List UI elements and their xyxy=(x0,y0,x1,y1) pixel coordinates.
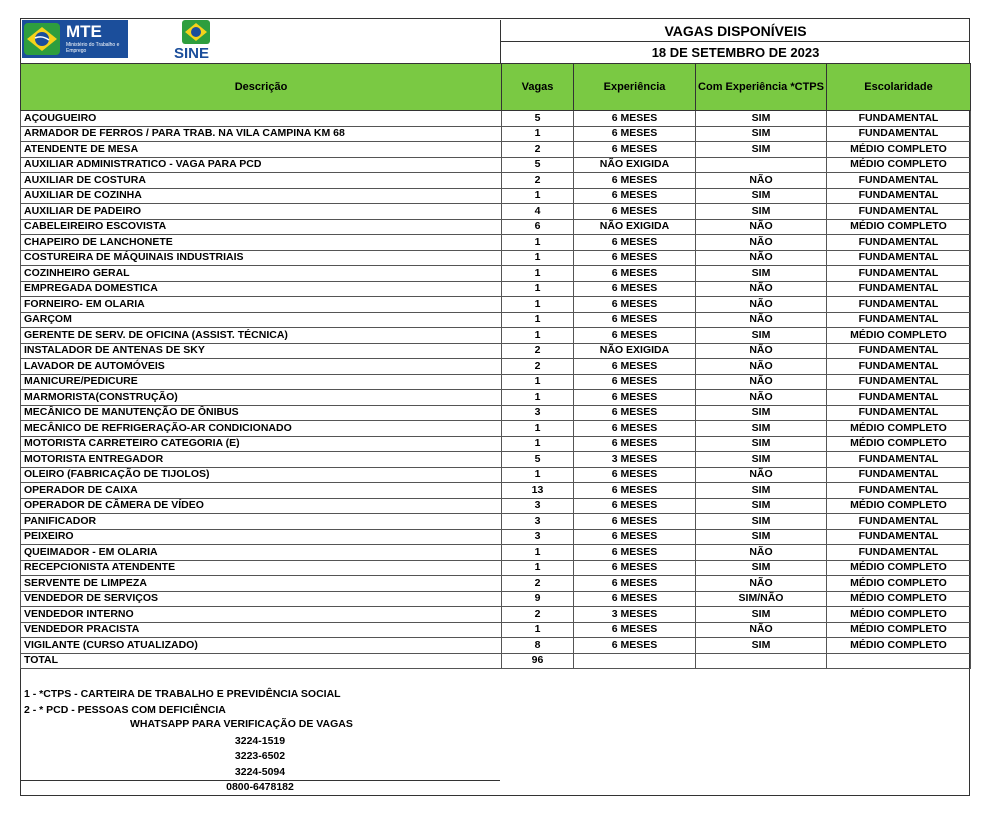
descricao-cell: RECEPCIONISTA ATENDENTE xyxy=(21,560,502,576)
descricao-cell: AÇOUGUEIRO xyxy=(21,111,502,127)
descricao-cell: MOTORISTA CARRETEIRO CATEGORIA (E) xyxy=(21,436,502,452)
descricao-cell: VIGILANTE (CURSO ATUALIZADO) xyxy=(21,638,502,654)
table-row xyxy=(21,498,971,514)
descricao-cell: MECÂNICO DE MANUTENÇÃO DE ÔNIBUS xyxy=(21,405,502,421)
descricao-cell: MOTORISTA ENTREGADOR xyxy=(21,452,502,468)
ctps-cell: SIM xyxy=(696,142,827,158)
table-row xyxy=(21,467,971,483)
descricao-cell: AUXILIAR ADMINISTRATICO - VAGA PARA PCD xyxy=(21,157,502,173)
ctps-cell: SIM xyxy=(696,436,827,452)
ctps-cell: NÃO xyxy=(696,374,827,390)
vagas-cell: 8 xyxy=(502,638,574,654)
vagas-cell: 2 xyxy=(502,576,574,592)
experiencia-cell: 6 MESES xyxy=(574,560,696,576)
experiencia-cell: 6 MESES xyxy=(574,111,696,127)
experiencia-cell: 6 MESES xyxy=(574,436,696,452)
escolaridade-cell: FUNDAMENTAL xyxy=(827,359,971,375)
descricao-cell: AUXILIAR DE PADEIRO xyxy=(21,204,502,220)
phone-number: 3224-5094 xyxy=(234,766,286,778)
vagas-cell: 3 xyxy=(502,405,574,421)
ctps-cell: NÃO xyxy=(696,390,827,406)
table-row xyxy=(21,219,971,235)
experiencia-cell: 6 MESES xyxy=(574,328,696,344)
experiencia-cell: 6 MESES xyxy=(574,312,696,328)
table-row xyxy=(21,126,971,142)
descricao-cell: EMPREGADA DOMESTICA xyxy=(21,281,502,297)
descricao-cell: GARÇOM xyxy=(21,312,502,328)
descricao-cell: MECÂNICO DE REFRIGERAÇÃO-AR CONDICIONADO xyxy=(21,421,502,437)
table-row xyxy=(21,560,971,576)
vagas-cell: 1 xyxy=(502,436,574,452)
escolaridade-cell: FUNDAMENTAL xyxy=(827,281,971,297)
table-row xyxy=(21,374,971,390)
vagas-cell: 4 xyxy=(502,204,574,220)
escolaridade-cell: MÉDIO COMPLETO xyxy=(827,328,971,344)
mte-logo-text: MTE xyxy=(66,22,102,41)
column-header-experiencia: Experiência xyxy=(574,64,696,111)
vagas-cell: 1 xyxy=(502,421,574,437)
experiencia-cell: 6 MESES xyxy=(574,514,696,530)
vagas-cell: 6 xyxy=(502,219,574,235)
experiencia-cell: 6 MESES xyxy=(574,545,696,561)
table-row xyxy=(21,529,971,545)
escolaridade-cell: MÉDIO COMPLETO xyxy=(827,622,971,638)
escolaridade-cell: FUNDAMENTAL xyxy=(827,390,971,406)
column-header-escolaridade: Escolaridade xyxy=(827,64,971,111)
ctps-cell: SIM xyxy=(696,560,827,576)
ctps-cell: NÃO xyxy=(696,235,827,251)
table-row xyxy=(21,576,971,592)
table-row xyxy=(21,235,971,251)
escolaridade-cell: FUNDAMENTAL xyxy=(827,545,971,561)
ctps-cell: NÃO xyxy=(696,622,827,638)
ctps-cell: SIM xyxy=(696,529,827,545)
table-row xyxy=(21,638,971,654)
experiencia-cell: 6 MESES xyxy=(574,374,696,390)
ctps-cell: SIM xyxy=(696,188,827,204)
ctps-cell: NÃO xyxy=(696,545,827,561)
escolaridade-cell: FUNDAMENTAL xyxy=(827,467,971,483)
experiencia-cell: 6 MESES xyxy=(574,638,696,654)
experiencia-cell: 6 MESES xyxy=(574,498,696,514)
vagas-cell: 1 xyxy=(502,560,574,576)
toll-free-number: 0800-6478182 xyxy=(226,781,294,793)
descricao-cell: ATENDENTE DE MESA xyxy=(21,142,502,158)
descricao-cell: OPERADOR DE CAIXA xyxy=(21,483,502,499)
descricao-cell: QUEIMADOR - EM OLARIA xyxy=(21,545,502,561)
ctps-cell: SIM xyxy=(696,405,827,421)
ctps-cell: SIM xyxy=(696,498,827,514)
escolaridade-cell: MÉDIO COMPLETO xyxy=(827,498,971,514)
escolaridade-cell: FUNDAMENTAL xyxy=(827,126,971,142)
escolaridade-cell: MÉDIO COMPLETO xyxy=(827,638,971,654)
descricao-cell: MARMORISTA(CONSTRUÇÃO) xyxy=(21,390,502,406)
vagas-cell: 3 xyxy=(502,498,574,514)
column-header-vagas: Vagas xyxy=(502,64,574,111)
total-row xyxy=(21,653,971,668)
escolaridade-cell: FUNDAMENTAL xyxy=(827,529,971,545)
footnote-ctps: 1 - *CTPS - CARTEIRA DE TRABALHO E PREVIDÊNCIA SOCIAL xyxy=(24,688,341,700)
vagas-cell: 1 xyxy=(502,390,574,406)
escolaridade-cell: FUNDAMENTAL xyxy=(827,188,971,204)
vagas-cell: 9 xyxy=(502,591,574,607)
ctps-cell: NÃO xyxy=(696,576,827,592)
vagas-cell: 1 xyxy=(502,374,574,390)
ctps-cell: SIM xyxy=(696,328,827,344)
experiencia-cell: 6 MESES xyxy=(574,591,696,607)
experiencia-cell: 6 MESES xyxy=(574,142,696,158)
total-empty-cell xyxy=(827,653,971,668)
table-row xyxy=(21,281,971,297)
ctps-cell: SIM xyxy=(696,514,827,530)
table-row xyxy=(21,436,971,452)
escolaridade-cell: FUNDAMENTAL xyxy=(827,111,971,127)
escolaridade-cell: MÉDIO COMPLETO xyxy=(827,219,971,235)
escolaridade-cell: FUNDAMENTAL xyxy=(827,250,971,266)
vagas-cell: 2 xyxy=(502,343,574,359)
sine-logo-text: SINE xyxy=(174,45,210,62)
descricao-cell: PANIFICADOR xyxy=(21,514,502,530)
descricao-cell: CABELEIREIRO ESCOVISTA xyxy=(21,219,502,235)
total-empty-cell xyxy=(696,653,827,668)
table-row xyxy=(21,514,971,530)
table-row xyxy=(21,545,971,561)
table-row xyxy=(21,173,971,189)
table-header-row xyxy=(21,64,971,111)
table-row xyxy=(21,111,971,127)
escolaridade-cell: MÉDIO COMPLETO xyxy=(827,591,971,607)
experiencia-cell: 6 MESES xyxy=(574,126,696,142)
descricao-cell: PEIXEIRO xyxy=(21,529,502,545)
escolaridade-cell: FUNDAMENTAL xyxy=(827,483,971,499)
table-body xyxy=(21,111,971,654)
table-row xyxy=(21,607,971,623)
table-row xyxy=(21,421,971,437)
table-row xyxy=(21,266,971,282)
escolaridade-cell: MÉDIO COMPLETO xyxy=(827,421,971,437)
ctps-cell: SIM xyxy=(696,421,827,437)
descricao-cell: OPERADOR DE CÂMERA DE VÍDEO xyxy=(21,498,502,514)
table-row xyxy=(21,188,971,204)
descricao-cell: LAVADOR DE AUTOMÓVEIS xyxy=(21,359,502,375)
descricao-cell: AUXILIAR DE COSTURA xyxy=(21,173,502,189)
table-row xyxy=(21,622,971,638)
table-row xyxy=(21,297,971,313)
escolaridade-cell: MÉDIO COMPLETO xyxy=(827,607,971,623)
page-date: 18 DE SETEMBRO DE 2023 xyxy=(500,42,970,64)
experiencia-cell: 6 MESES xyxy=(574,188,696,204)
vagas-cell: 1 xyxy=(502,297,574,313)
descricao-cell: OLEIRO (FABRICAÇÃO DE TIJOLOS) xyxy=(21,467,502,483)
vagas-cell: 3 xyxy=(502,514,574,530)
ctps-cell: SIM xyxy=(696,266,827,282)
vagas-cell: 1 xyxy=(502,250,574,266)
footnotes xyxy=(24,686,341,718)
descricao-cell: CHAPEIRO DE LANCHONETE xyxy=(21,235,502,251)
total-empty-cell xyxy=(574,653,696,668)
total-value: 96 xyxy=(502,653,574,668)
table-row xyxy=(21,452,971,468)
experiencia-cell: 6 MESES xyxy=(574,483,696,499)
vagas-cell: 13 xyxy=(502,483,574,499)
experiencia-cell: 6 MESES xyxy=(574,467,696,483)
sine-logo xyxy=(172,20,222,64)
ctps-cell xyxy=(696,157,827,173)
vagas-cell: 1 xyxy=(502,622,574,638)
ctps-cell: NÃO xyxy=(696,173,827,189)
descricao-cell: MANICURE/PEDICURE xyxy=(21,374,502,390)
table-row xyxy=(21,591,971,607)
vagas-cell: 2 xyxy=(502,607,574,623)
descricao-cell: VENDEDOR DE SERVIÇOS xyxy=(21,591,502,607)
footnote-pcd: 2 - * PCD - PESSOAS COM DEFICIÊNCIA xyxy=(24,704,226,716)
ctps-cell: SIM xyxy=(696,483,827,499)
vagas-cell: 1 xyxy=(502,281,574,297)
experiencia-cell: 6 MESES xyxy=(574,529,696,545)
experiencia-cell: 6 MESES xyxy=(574,421,696,437)
experiencia-cell: 6 MESES xyxy=(574,173,696,189)
column-header-descricao: Descrição xyxy=(21,64,502,111)
vagas-cell: 1 xyxy=(502,235,574,251)
descricao-cell: SERVENTE DE LIMPEZA xyxy=(21,576,502,592)
escolaridade-cell: FUNDAMENTAL xyxy=(827,297,971,313)
experiencia-cell: 6 MESES xyxy=(574,266,696,282)
mte-logo xyxy=(22,20,128,58)
brazil-flag-icon xyxy=(24,23,60,55)
ctps-cell: SIM xyxy=(696,111,827,127)
escolaridade-cell: FUNDAMENTAL xyxy=(827,173,971,189)
ctps-cell: NÃO xyxy=(696,281,827,297)
mte-logo-subtitle: Ministério do Trabalho e Emprego xyxy=(66,42,120,54)
vacancies-table xyxy=(20,63,971,669)
total-label: TOTAL xyxy=(21,653,502,668)
vagas-cell: 1 xyxy=(502,312,574,328)
ctps-cell: NÃO xyxy=(696,343,827,359)
experiencia-cell: 6 MESES xyxy=(574,281,696,297)
vagas-cell: 5 xyxy=(502,157,574,173)
escolaridade-cell: FUNDAMENTAL xyxy=(827,374,971,390)
table-row xyxy=(21,204,971,220)
table-row xyxy=(21,343,971,359)
ctps-cell: SIM xyxy=(696,638,827,654)
descricao-cell: VENDEDOR INTERNO xyxy=(21,607,502,623)
descricao-cell: GERENTE DE SERV. DE OFICINA (ASSIST. TÉCNICA) xyxy=(21,328,502,344)
table-row xyxy=(21,328,971,344)
descricao-cell: ARMADOR DE FERROS / PARA TRAB. NA VILA CAMPINA KM 68 xyxy=(21,126,502,142)
experiencia-cell: 6 MESES xyxy=(574,622,696,638)
phone-number: 3224-1519 xyxy=(234,735,286,747)
vagas-cell: 2 xyxy=(502,142,574,158)
escolaridade-cell: MÉDIO COMPLETO xyxy=(827,560,971,576)
vagas-cell: 1 xyxy=(502,328,574,344)
experiencia-cell: 6 MESES xyxy=(574,204,696,220)
ctps-cell: SIM xyxy=(696,126,827,142)
table-row xyxy=(21,405,971,421)
vagas-cell: 5 xyxy=(502,111,574,127)
experiencia-cell: NÃO EXIGIDA xyxy=(574,157,696,173)
descricao-cell: COSTUREIRA DE MÁQUINAIS INDUSTRIAIS xyxy=(21,250,502,266)
vagas-cell: 1 xyxy=(502,188,574,204)
experiencia-cell: 6 MESES xyxy=(574,576,696,592)
page-title: VAGAS DISPONÍVEIS xyxy=(500,20,970,42)
descricao-cell: COZINHEIRO GERAL xyxy=(21,266,502,282)
ctps-cell: SIM xyxy=(696,607,827,623)
experiencia-cell: 3 MESES xyxy=(574,452,696,468)
ctps-cell: NÃO xyxy=(696,359,827,375)
experiencia-cell: 6 MESES xyxy=(574,359,696,375)
vagas-cell: 1 xyxy=(502,545,574,561)
escolaridade-cell: FUNDAMENTAL xyxy=(827,235,971,251)
table-row xyxy=(21,250,971,266)
escolaridade-cell: FUNDAMENTAL xyxy=(827,343,971,359)
experiencia-cell: 6 MESES xyxy=(574,297,696,313)
escolaridade-cell: FUNDAMENTAL xyxy=(827,405,971,421)
ctps-cell: NÃO xyxy=(696,297,827,313)
escolaridade-cell: FUNDAMENTAL xyxy=(827,452,971,468)
ctps-cell: NÃO xyxy=(696,312,827,328)
vagas-cell: 5 xyxy=(502,452,574,468)
vagas-cell: 1 xyxy=(502,126,574,142)
descricao-cell: INSTALADOR DE ANTENAS DE SKY xyxy=(21,343,502,359)
escolaridade-cell: FUNDAMENTAL xyxy=(827,266,971,282)
table-row xyxy=(21,359,971,375)
escolaridade-cell: MÉDIO COMPLETO xyxy=(827,576,971,592)
ctps-cell: SIM xyxy=(696,204,827,220)
escolaridade-cell: FUNDAMENTAL xyxy=(827,204,971,220)
vagas-cell: 1 xyxy=(502,467,574,483)
ctps-cell: NÃO xyxy=(696,250,827,266)
escolaridade-cell: FUNDAMENTAL xyxy=(827,312,971,328)
sine-flag-icon xyxy=(182,20,210,44)
descricao-cell: VENDEDOR PRACISTA xyxy=(21,622,502,638)
table-row xyxy=(21,483,971,499)
table-row xyxy=(21,312,971,328)
ctps-cell: SIM/NÃO xyxy=(696,591,827,607)
ctps-cell: NÃO xyxy=(696,467,827,483)
vagas-cell: 2 xyxy=(502,173,574,189)
descricao-cell: AUXILIAR DE COZINHA xyxy=(21,188,502,204)
experiencia-cell: 6 MESES xyxy=(574,235,696,251)
table-row xyxy=(21,157,971,173)
experiencia-cell: 6 MESES xyxy=(574,405,696,421)
escolaridade-cell: MÉDIO COMPLETO xyxy=(827,157,971,173)
experiencia-cell: NÃO EXIGIDA xyxy=(574,343,696,359)
vagas-cell: 3 xyxy=(502,529,574,545)
whatsapp-heading: WHATSAPP PARA VERIFICAÇÃO DE VAGAS xyxy=(130,718,353,730)
experiencia-cell: 6 MESES xyxy=(574,250,696,266)
table-row xyxy=(21,142,971,158)
escolaridade-cell: MÉDIO COMPLETO xyxy=(827,436,971,452)
table-row xyxy=(21,390,971,406)
escolaridade-cell: FUNDAMENTAL xyxy=(827,514,971,530)
vagas-cell: 1 xyxy=(502,266,574,282)
ctps-cell: SIM xyxy=(696,452,827,468)
phone-number: 3223-6502 xyxy=(234,750,286,762)
column-header-com-experiencia: Com Experiência *CTPS xyxy=(696,64,827,111)
vagas-cell: 2 xyxy=(502,359,574,375)
experiencia-cell: 3 MESES xyxy=(574,607,696,623)
experiencia-cell: NÃO EXIGIDA xyxy=(574,219,696,235)
experiencia-cell: 6 MESES xyxy=(574,390,696,406)
descricao-cell: FORNEIRO- EM OLARIA xyxy=(21,297,502,313)
ctps-cell: NÃO xyxy=(696,219,827,235)
escolaridade-cell: MÉDIO COMPLETO xyxy=(827,142,971,158)
